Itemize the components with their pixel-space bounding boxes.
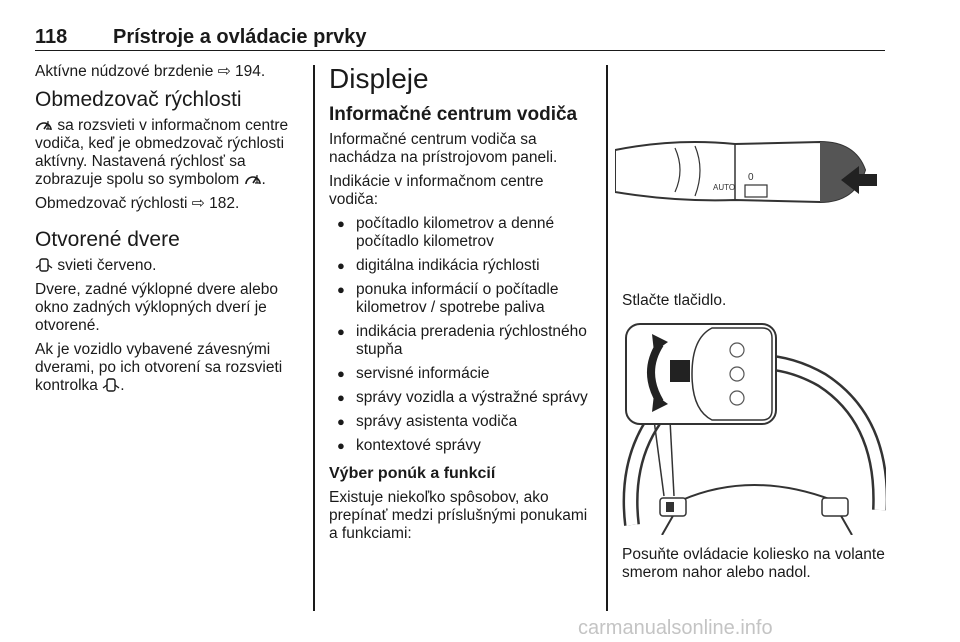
list-item: ● digitálna indikácia rýchlosti [329, 257, 594, 275]
speed-limiter-page-link[interactable]: 182. [209, 195, 240, 212]
displays-heading: Displeje [329, 63, 429, 94]
speed-limiter-heading: Obmedzovač rýchlosti [35, 88, 242, 111]
stalk-zero-label: 0 [748, 172, 754, 183]
stalk-auto-label: AUTO [713, 183, 736, 192]
list-item: ● kontextové správy [329, 437, 594, 455]
driver-info-center-location: Informačné centrum vodiča sa nachádza na prístrojovom paneli. [329, 131, 558, 166]
page-header [35, 26, 885, 51]
list-item: ● indikácia preradenia rýchlostného stupňa [329, 323, 594, 359]
open-door-heading: Otvorené dvere [35, 228, 180, 251]
column-divider-1 [313, 65, 315, 611]
aeb-cross-reference: Aktívne núdzové brzdenie ⇨ 194. [35, 63, 266, 80]
indications-list [329, 215, 594, 455]
page-number: 118 [35, 26, 68, 48]
menu-selection-description: Existuje niekoľko spôsobov, ako prepínať medzi príslušnými ponukami a funkciami: [329, 489, 588, 542]
list-item: ● ponuka informácií o počítadle kilometrov / spotrebe paliva [329, 281, 594, 317]
press-button-caption: Stlačte tlačidlo. [622, 292, 727, 309]
speed-limiter-icon [35, 118, 53, 132]
scroll-wheel-caption: Posuňte ovládacie koliesko na volante smerom nahor alebo nadol. [622, 546, 885, 581]
column-divider-2 [606, 65, 608, 611]
open-door-icon [102, 378, 120, 392]
list-item: ● servisné informácie [329, 365, 594, 383]
column-2 [329, 63, 594, 549]
list-item: ● správy asistenta vodiča [329, 413, 594, 431]
speed-limiter-description: sa rozsvieti v informačnom centre vodiča, keď je obmedzovač rýchlosti aktívny. Nastavená rýchlosť sa zobrazuje spolu so symbolom . [35, 117, 289, 188]
steering-wheel-illustration [622, 320, 886, 535]
open-door-icon [35, 258, 53, 272]
ref-arrow-icon: ⇨ [191, 195, 205, 212]
column-1 [35, 63, 303, 401]
menu-selection-heading: Výber ponúk a funkcií [329, 465, 496, 482]
speed-limiter-cross-reference: Obmedzovač rýchlosti ⇨ 182. [35, 195, 240, 212]
wiper-stalk-illustration [615, 130, 885, 220]
watermark: carmanualsonline.info [578, 617, 773, 639]
indications-intro: Indikácie v informačnom centre vodiča: [329, 173, 544, 208]
open-door-description: Dvere, zadné výklopné dvere alebo okno zadných výklopných dverí je otvorené. [35, 281, 278, 334]
list-item: ● správy vozidla a výstražné správy [329, 389, 594, 407]
ref-arrow-icon: ⇨ [217, 63, 231, 80]
speed-limiter-icon [244, 172, 262, 186]
aeb-page-link[interactable]: 194. [235, 63, 266, 80]
chapter-title: Prístroje a ovládacie prvky [113, 26, 367, 48]
hinged-door-description: Ak je vozidlo vybavené závesnými dverami, po ich otvorení sa rozsvieti kontrolka . [35, 341, 283, 394]
open-door-status: svieti červeno. [35, 257, 303, 275]
driver-info-center-heading: Informačné centrum vodiča [329, 104, 578, 125]
list-item: ● počítadlo kilometrov a denné počítadlo kilometrov [329, 215, 594, 251]
